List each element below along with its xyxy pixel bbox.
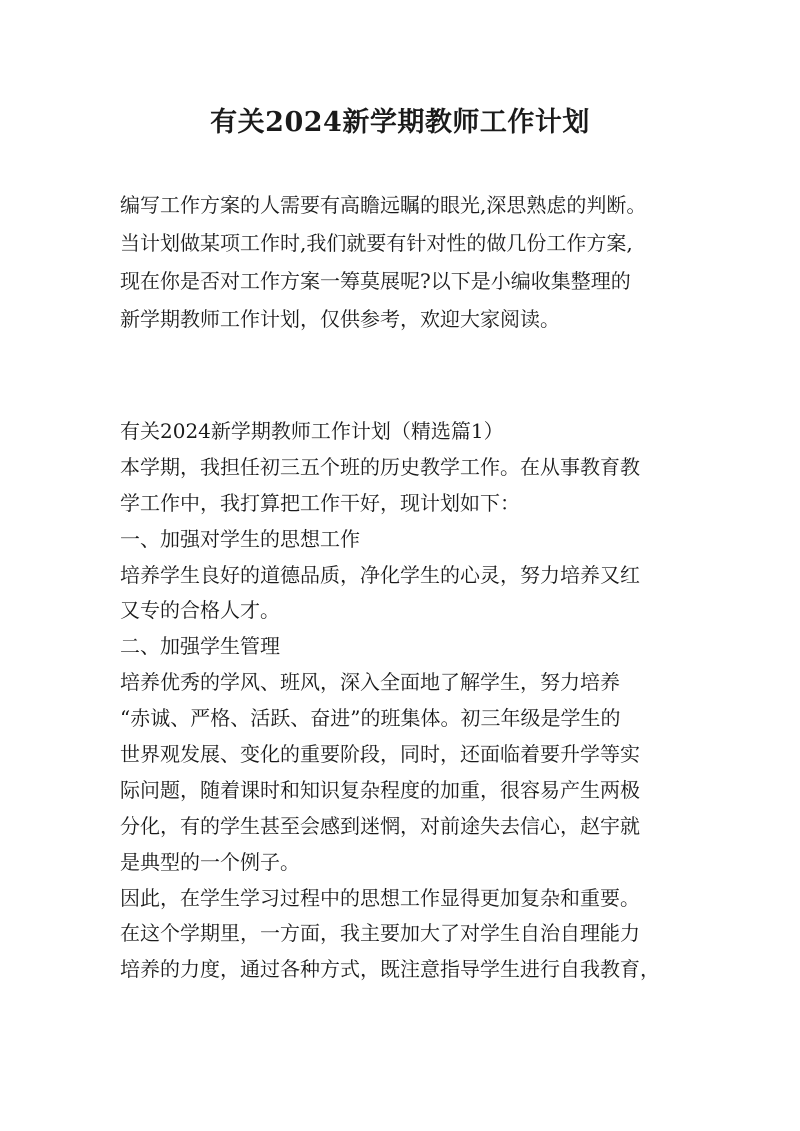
body-line: 在这个学期里，一方面，我主要加大了对学生自治自理能力: [120, 921, 640, 946]
document-title: 有关2024新学期教师工作计划: [210, 107, 590, 138]
subheading: 二、加强学生管理: [120, 634, 280, 659]
intro-paragraph: [120, 186, 690, 338]
body-line: 培养学生良好的道德品质，净化学生的心灵，努力培养又红: [120, 562, 640, 587]
body-line: 又专的合格人才。: [120, 598, 280, 623]
body-line: 际问题，随着课时和知识复杂程度的加重，很容易产生两极: [120, 777, 640, 802]
body-line: 培养的力度，通过各种方式，既注意指导学生进行自我教育，: [120, 957, 660, 982]
body-line: 学工作中，我打算把工作干好，现计划如下：: [120, 490, 520, 515]
intro-line: 当计划做某项工作时,我们就要有针对性的做几份工作方案,: [120, 231, 633, 255]
body-line: 本学期，我担任初三五个班的历史教学工作。在从事教育教: [120, 454, 640, 479]
intro-line: 现在你是否对工作方案一筹莫展呢?以下是小编收集整理的: [120, 269, 631, 293]
body-line: “赤诚、严格、活跃、奋进”的班集体。初三年级是学生的: [120, 706, 621, 731]
body-line: 分化，有的学生甚至会感到迷惘，对前途失去信心，赵宇就: [120, 813, 640, 838]
subheading: 一、加强对学生的思想工作: [120, 526, 360, 551]
intro-line: 编写工作方案的人需要有高瞻远瞩的眼光,深思熟虑的判断。: [120, 193, 647, 217]
body-line: 世界观发展、变化的重要阶段，同时，还面临着要升学等实: [120, 742, 640, 767]
body-line: 因此，在学生学习过程中的思想工作显得更加复杂和重要。: [120, 885, 640, 910]
body-line: 培养优秀的学风、班风，深入全面地了解学生，努力培养: [120, 670, 620, 695]
body-text: [120, 414, 700, 988]
section-heading: 有关2024新学期教师工作计划（精选篇1）: [120, 419, 504, 443]
body-line: 是典型的一个例子。: [120, 849, 300, 874]
intro-line: 新学期教师工作计划，仅供参考，欢迎大家阅读。: [120, 307, 560, 331]
